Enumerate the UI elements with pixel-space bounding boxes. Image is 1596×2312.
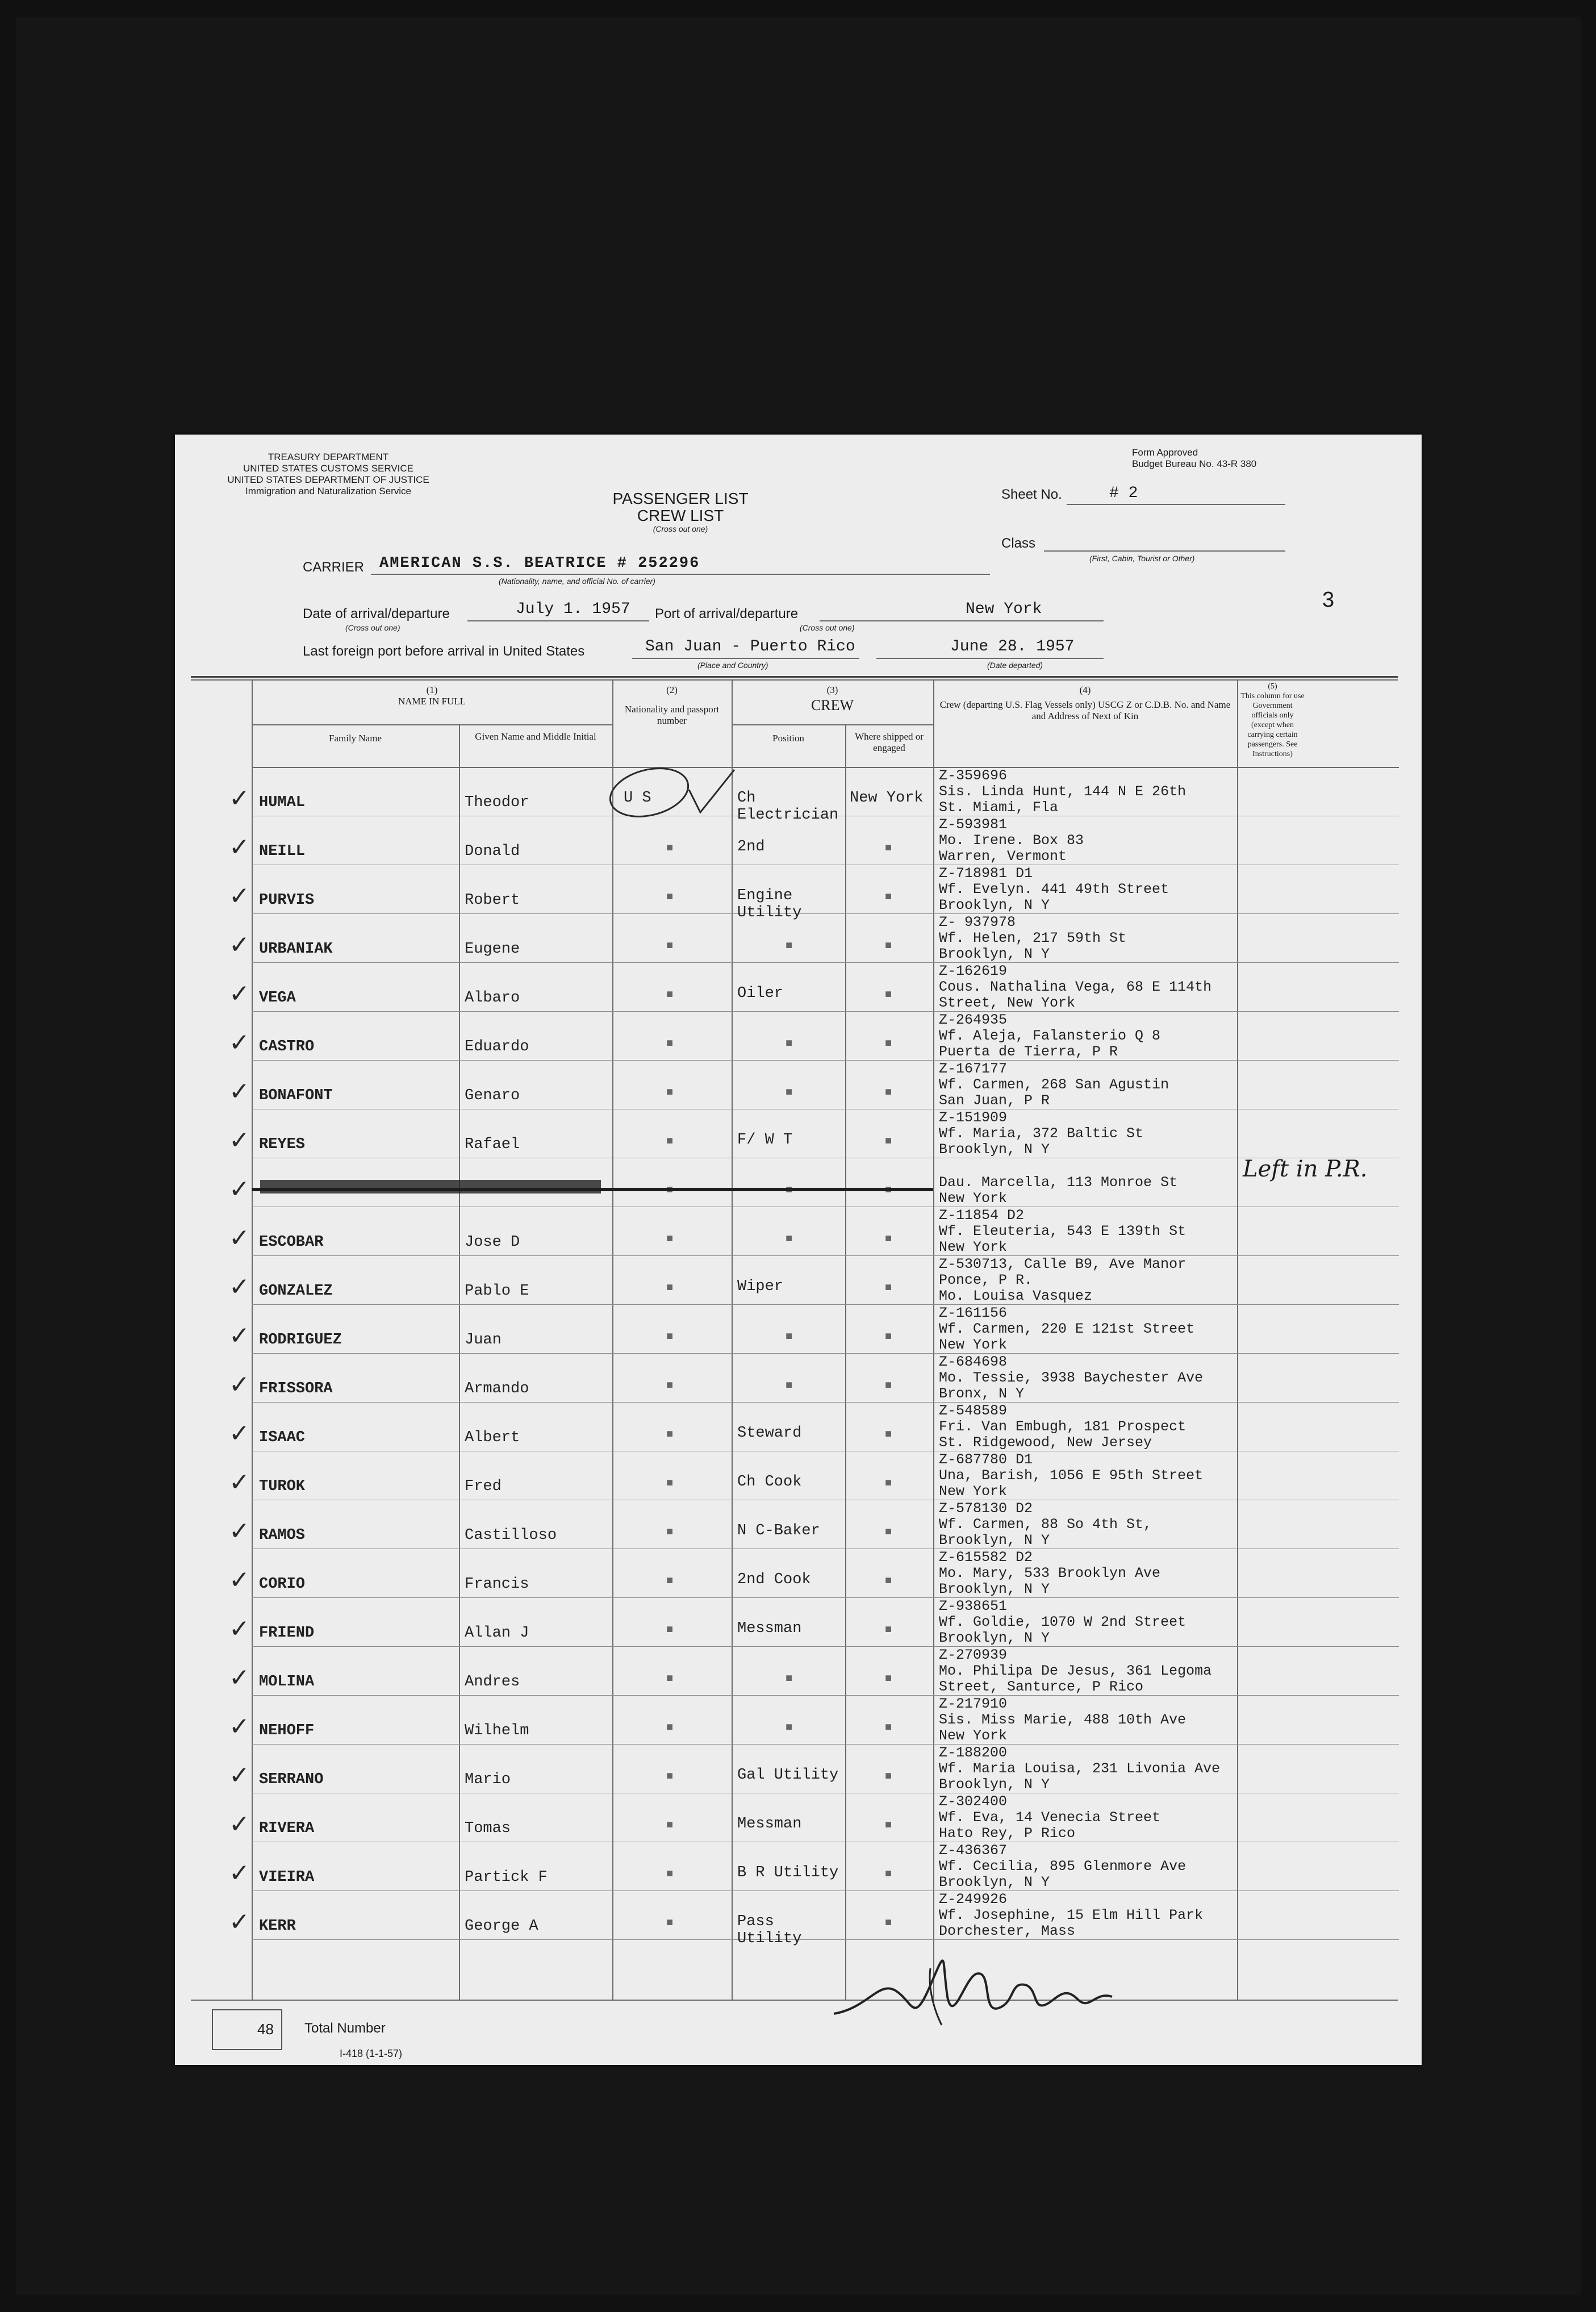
checkmark-icon: ✓ (229, 1761, 250, 1790)
checkmark-icon: ✓ (229, 1077, 250, 1106)
ditto-mark: ■ (885, 1476, 892, 1489)
ditto-mark: ■ (885, 988, 892, 1000)
position-cell: N C-Baker (737, 1522, 820, 1539)
carrier-underline (371, 574, 990, 575)
next-of-kin-line: Wf. Helen, 217 59th St (939, 930, 1127, 946)
row-rule (252, 962, 1399, 963)
next-of-kin-line: Fri. Van Embugh, 181 Prospect (939, 1419, 1186, 1435)
col1-heading (252, 685, 612, 707)
next-of-kin-line: Street, Santurce, P Rico (939, 1679, 1144, 1695)
next-of-kin-line: Wf. Aleja, Falansterio Q 8 (939, 1028, 1161, 1044)
checkmark-icon: ✓ (229, 1419, 250, 1448)
next-of-kin-line: Hato Rey, P Rico (939, 1826, 1076, 1842)
position-cell: Ch Cook (737, 1474, 802, 1491)
family-name-cell: PURVIS (259, 892, 315, 909)
col5-title: This column for use Government officials only (except when carrying certain passengers. See Instructions) (1240, 692, 1305, 758)
col2-heading (612, 685, 732, 727)
given-name-cell: Andres (465, 1674, 520, 1691)
date-hint: (Cross out one) (345, 623, 400, 632)
next-of-kin-line: Z-718981 D1 (939, 866, 1033, 882)
col5-heading (1240, 682, 1305, 759)
given-name-cell: Allan J (465, 1625, 529, 1642)
checkmark-icon: ✓ (229, 882, 250, 911)
checkmark-icon: ✓ (229, 1614, 250, 1643)
ditto-mark: ■ (885, 1770, 892, 1782)
next-of-kin-line: Z-167177 (939, 1061, 1008, 1077)
ditto-mark: ■ (666, 1428, 674, 1440)
ditto-mark: ■ (666, 1916, 674, 1929)
col3-number: (3) (826, 685, 838, 695)
ditto-mark: ■ (666, 1818, 674, 1831)
next-of-kin-line: St. Miami, Fla (939, 800, 1059, 816)
carrier-hint: (Nationality, name, and official No. of carrier) (499, 577, 655, 586)
table-top-rule (191, 676, 1398, 678)
ditto-mark: ■ (666, 890, 674, 903)
checkmark-icon: ✓ (229, 1321, 250, 1350)
agency-line: UNITED STATES CUSTOMS SERVICE (243, 463, 414, 474)
next-of-kin-line: Wf. Cecilia, 895 Glenmore Ave (939, 1859, 1186, 1875)
next-of-kin-line: Wf. Josephine, 15 Elm Hill Park (939, 1908, 1204, 1923)
ditto-mark: ■ (885, 1721, 892, 1733)
checkmark-icon: ✓ (229, 1175, 250, 1204)
given-name-cell: Theodor (465, 794, 529, 811)
family-name-cell: NEILL (259, 843, 306, 860)
next-of-kin-line: Brooklyn, N Y (939, 946, 1050, 962)
next-of-kin-line: Wf. Carmen, 268 San Agustin (939, 1077, 1169, 1093)
col-rule (845, 724, 846, 2000)
given-name-cell: Albert (465, 1429, 520, 1446)
ditto-mark: ■ (885, 1428, 892, 1440)
ditto-mark: ■ (666, 841, 674, 854)
family-name-cell: VEGA (259, 990, 296, 1007)
ditto-mark: ■ (885, 1916, 892, 1929)
given-name-cell: Juan (465, 1332, 502, 1349)
last-port-hint: (Place and Country) (697, 661, 768, 670)
passenger-list-title: PASSENGER LIST (612, 490, 749, 507)
sheet-label: Sheet No. (1001, 487, 1062, 502)
given-name-cell: Castilloso (465, 1527, 557, 1544)
ditto-mark: ■ (885, 1672, 892, 1684)
position-cell: Wiper (737, 1278, 784, 1295)
date-underline (467, 620, 649, 621)
given-name-cell: Jose D (465, 1234, 520, 1251)
ditto-mark: ■ (885, 1525, 892, 1538)
form-approval (1132, 447, 1291, 470)
ditto-mark: ■ (885, 1623, 892, 1635)
agency-line: TREASURY DEPARTMENT (268, 452, 389, 462)
next-of-kin-line: Brooklyn, N Y (939, 1630, 1050, 1646)
next-of-kin-line: Wf. Maria, 372 Baltic St (939, 1126, 1144, 1142)
checkmark-icon: ✓ (229, 1908, 250, 1937)
ditto-mark: ■ (666, 1672, 674, 1684)
col-rule (459, 724, 460, 2000)
next-of-kin-line: Bronx, N Y (939, 1386, 1025, 1402)
agency-header (198, 452, 459, 497)
last-port-underline (632, 658, 859, 659)
next-of-kin-line: Z-249926 (939, 1892, 1008, 1908)
table-bottom-rule (191, 2000, 1398, 2001)
given-name-cell: Mario (465, 1771, 511, 1788)
family-name-cell: VIEIRA (259, 1869, 315, 1886)
ditto-mark: ■ (786, 1330, 793, 1342)
port-label: Port of arrival/departure (655, 606, 799, 621)
class-underline (1044, 550, 1285, 552)
given-name-heading: Given Name and Middle Initial (475, 731, 596, 742)
col-rule (1237, 679, 1238, 2000)
position-cell: 2nd Cook (737, 1571, 811, 1588)
checkmark-icon: ✓ (229, 1272, 250, 1301)
form-number: I-418 (1-1-57) (340, 2048, 403, 2059)
next-of-kin-line: New York (939, 1728, 1008, 1744)
crew-list-form (175, 435, 1422, 2065)
agency-line: UNITED STATES DEPARTMENT OF JUSTICE (227, 474, 429, 485)
row-rule (252, 1402, 1399, 1403)
family-name-cell: SERRANO (259, 1771, 324, 1788)
ditto-mark: ■ (786, 1086, 793, 1098)
col-rule (933, 679, 934, 2000)
port-value: New York (966, 600, 1042, 618)
next-of-kin-line: Z-436367 (939, 1843, 1008, 1859)
sheet-value: # 2 (1109, 485, 1138, 502)
family-name-cell: NEHOFF (259, 1722, 315, 1739)
ditto-mark: ■ (666, 1037, 674, 1049)
ditto-mark: ■ (885, 1574, 892, 1587)
checkmark-icon: ✓ (229, 1126, 250, 1155)
next-of-kin-line: Z-217910 (939, 1696, 1008, 1712)
ditto-mark: ■ (666, 1232, 674, 1245)
position-cell: Ch Electrician (737, 790, 839, 824)
next-of-kin-line: Z-188200 (939, 1745, 1008, 1761)
next-of-kin-line: Z-615582 D2 (939, 1550, 1033, 1566)
family-name-cell: ESCOBAR (259, 1234, 324, 1251)
handwritten-annotation: Left in P.R. (1243, 1156, 1368, 1182)
ditto-mark: ■ (885, 1818, 892, 1831)
family-name-cell: TUROK (259, 1478, 306, 1495)
family-name-cell: KERR (259, 1918, 296, 1935)
next-of-kin-line: Z-359696 (939, 768, 1008, 784)
ditto-mark: ■ (666, 1379, 674, 1391)
position-cell: Gal Utility (737, 1767, 839, 1784)
row-rule (252, 1060, 1399, 1061)
next-of-kin-line: Brooklyn, N Y (939, 1875, 1050, 1891)
family-name-cell: FRIEND (259, 1625, 315, 1642)
next-of-kin-line: Z-162619 (939, 963, 1008, 979)
given-name-cell: Eugene (465, 941, 520, 958)
ditto-mark: ■ (885, 1281, 892, 1293)
family-name-cell: FRISSORA (259, 1380, 333, 1397)
col4-number: (4) (1079, 685, 1091, 695)
col3-heading (732, 685, 933, 715)
given-name-cell: Armando (465, 1380, 529, 1397)
next-of-kin-line: Mo. Irene. Box 83 (939, 833, 1084, 849)
shipped-cell: New York (850, 790, 924, 807)
next-of-kin-line: New York (939, 1337, 1008, 1353)
ditto-mark: ■ (885, 1232, 892, 1245)
next-of-kin-line: Z-264935 (939, 1012, 1008, 1028)
next-of-kin-line: Z-530713, Calle B9, Ave Manor (939, 1257, 1186, 1272)
col-rule (732, 679, 733, 2000)
col2-number: (2) (666, 685, 678, 695)
ditto-mark: ■ (885, 939, 892, 951)
position-cell: Steward (737, 1425, 802, 1442)
next-of-kin-line: Brooklyn, N Y (939, 1777, 1050, 1793)
position-cell: B R Utility (737, 1864, 839, 1881)
row-rule (252, 1695, 1399, 1696)
checkmark-icon: ✓ (229, 979, 250, 1008)
next-of-kin-line: Dorchester, Mass (939, 1923, 1076, 1939)
next-of-kin-line: New York (939, 1191, 1008, 1207)
family-name-cell: CASTRO (259, 1038, 315, 1055)
position-cell: Oiler (737, 985, 784, 1002)
ditto-mark: ■ (786, 1672, 793, 1684)
family-name-cell: RAMOS (259, 1527, 306, 1544)
table-top-rule (191, 679, 1398, 681)
ditto-mark: ■ (666, 1623, 674, 1635)
total-label: Total Number (304, 2021, 386, 2036)
departed-hint: (Date departed) (987, 661, 1043, 670)
ditto-mark: ■ (666, 1281, 674, 1293)
ditto-mark: ■ (885, 1867, 892, 1880)
checkmark-icon: ✓ (229, 784, 250, 813)
given-name-cell: Fred (465, 1478, 502, 1495)
next-of-kin-line: Z-151909 (939, 1110, 1008, 1126)
ditto-mark: ■ (666, 1134, 674, 1147)
redacted-name-block (260, 1180, 601, 1193)
page-mark: 3 (1322, 588, 1335, 612)
given-name-cell: Rafael (465, 1136, 520, 1153)
checkmark-icon: ✓ (229, 833, 250, 862)
family-name-cell: MOLINA (259, 1674, 315, 1691)
next-of-kin-line: Z-161156 (939, 1305, 1008, 1321)
ditto-mark: ■ (666, 1525, 674, 1538)
ditto-mark: ■ (885, 1037, 892, 1049)
port-hint: (Cross out one) (800, 623, 855, 632)
next-of-kin-line: Brooklyn, N Y (939, 1581, 1050, 1597)
next-of-kin-line: Wf. Eleuteria, 543 E 139th St (939, 1224, 1186, 1240)
nationality-cell: U S (624, 790, 651, 807)
given-name-cell: Donald (465, 843, 520, 860)
col5-number: (5) (1268, 682, 1277, 691)
departed-value: June 28. 1957 (950, 638, 1075, 656)
ditto-mark: ■ (666, 1721, 674, 1733)
family-name-cell: CORIO (259, 1576, 306, 1593)
col1-number: (1) (426, 685, 438, 695)
checkmark-icon: ✓ (229, 1224, 250, 1253)
date-value: July 1. 1957 (516, 600, 630, 618)
ditto-mark: ■ (666, 988, 674, 1000)
checkmark-icon: ✓ (229, 1468, 250, 1497)
next-of-kin-line: Street, New York (939, 995, 1076, 1011)
name-header-rule (252, 724, 612, 725)
last-port-value: San Juan - Puerto Rico (645, 638, 855, 656)
next-of-kin-line: Warren, Vermont (939, 849, 1067, 865)
position-cell: Messman (737, 1620, 802, 1637)
departed-underline (876, 658, 1104, 659)
given-name-cell: Eduardo (465, 1038, 529, 1055)
row-rule (252, 1255, 1399, 1256)
next-of-kin-line: Mo. Mary, 533 Brooklyn Ave (939, 1566, 1161, 1581)
ditto-mark: ■ (786, 1379, 793, 1391)
ditto-mark: ■ (885, 841, 892, 854)
next-of-kin-line: Sis. Miss Marie, 488 10th Ave (939, 1712, 1186, 1728)
col1-title: NAME IN FULL (398, 696, 466, 707)
next-of-kin-line: Cous. Nathalina Vega, 68 E 114th (939, 979, 1212, 995)
next-of-kin-line: Z-578130 D2 (939, 1501, 1033, 1517)
col4-title: Crew (departing U.S. Flag Vessels only) USCG Z or C.D.B. No. and Name and Address of Next of Kin (939, 699, 1231, 721)
next-of-kin-line: Brooklyn, N Y (939, 1142, 1050, 1158)
family-name-cell: RIVERA (259, 1820, 315, 1837)
next-of-kin-line: Z- 937978 (939, 915, 1016, 930)
position-heading: Position (772, 733, 804, 744)
next-of-kin-line: New York (939, 1240, 1008, 1255)
ditto-mark: ■ (885, 1086, 892, 1098)
class-hint: (First, Cabin, Tourist or Other) (1089, 554, 1195, 563)
family-name-cell: HUMAL (259, 794, 306, 811)
approval-line: Form Approved (1132, 447, 1198, 458)
signature (828, 1946, 1123, 2031)
checkmark-icon: ✓ (229, 1566, 250, 1595)
checkmark-icon: ✓ (229, 1712, 250, 1741)
row-rule (252, 1646, 1399, 1647)
port-underline (820, 620, 1104, 621)
given-name-cell: Robert (465, 892, 520, 909)
crew-list-title: CREW LIST (637, 507, 724, 524)
family-name-cell: URBANIAK (259, 941, 333, 958)
position-cell: Messman (737, 1816, 802, 1833)
family-name-cell: RODRIGUEZ (259, 1332, 342, 1349)
next-of-kin-line: Z-302400 (939, 1794, 1008, 1810)
next-of-kin-line: Wf. Eva, 14 Venecia Street (939, 1810, 1161, 1826)
ditto-mark: ■ (786, 1721, 793, 1733)
row-rule (252, 1011, 1399, 1012)
carrier-label: CARRIER (303, 560, 365, 575)
ditto-mark: ■ (786, 939, 793, 951)
next-of-kin-line: Una, Barish, 1056 E 95th Street (939, 1468, 1204, 1484)
date-label: Date of arrival/departure (303, 606, 450, 621)
checkmark-icon: ✓ (229, 1859, 250, 1888)
given-name-cell: Partick F (465, 1869, 548, 1886)
given-name-cell: Wilhelm (465, 1722, 529, 1739)
given-name-cell: Genaro (465, 1087, 520, 1104)
given-name-cell: Albaro (465, 990, 520, 1007)
next-of-kin-line: Sis. Linda Hunt, 144 N E 26th (939, 784, 1186, 800)
col4-heading (939, 685, 1231, 722)
checkmark-icon: ✓ (229, 1517, 250, 1546)
col-rule (612, 679, 613, 2000)
row-rule (252, 1744, 1399, 1745)
checkmark-icon: ✓ (229, 1370, 250, 1399)
ditto-mark: ■ (885, 890, 892, 903)
col-rule (252, 679, 253, 2000)
carrier-value: AMERICAN S.S. BEATRICE # 252296 (379, 555, 700, 572)
next-of-kin-line: Mo. Louisa Vasquez (939, 1288, 1093, 1304)
ditto-mark: ■ (885, 1330, 892, 1342)
next-of-kin-line: Wf. Carmen, 220 E 121st Street (939, 1321, 1195, 1337)
next-of-kin-line: Z-11854 D2 (939, 1208, 1025, 1224)
family-name-cell: ISAAC (259, 1429, 306, 1446)
next-of-kin-line: Z-593981 (939, 817, 1008, 833)
next-of-kin-line: Z-938651 (939, 1599, 1008, 1614)
family-name-cell: GONZALEZ (259, 1283, 333, 1300)
class-label: Class (1001, 536, 1036, 551)
agency-line: Immigration and Naturalization Service (245, 486, 411, 496)
title-hint: (Cross out one) (653, 524, 708, 533)
given-name-cell: George A (465, 1918, 538, 1935)
checkmark-icon: ✓ (229, 1810, 250, 1839)
ditto-mark: ■ (786, 1232, 793, 1245)
ditto-mark: ■ (885, 1379, 892, 1391)
next-of-kin-line: Dau. Marcella, 113 Monroe St (939, 1175, 1178, 1191)
next-of-kin-line: Wf. Maria Louisa, 231 Livonia Ave (939, 1761, 1221, 1777)
next-of-kin-line: Wf. Carmen, 88 So 4th St, (939, 1517, 1152, 1533)
ditto-mark: ■ (666, 1476, 674, 1489)
position-cell: F/ W T (737, 1132, 793, 1149)
next-of-kin-line: Wf. Evelyn. 441 49th Street (939, 882, 1169, 898)
next-of-kin-line: Brooklyn, N Y (939, 1533, 1050, 1549)
given-name-cell: Francis (465, 1576, 529, 1593)
approval-line: Budget Bureau No. 43-R 380 (1132, 458, 1257, 469)
row-rule (252, 1353, 1399, 1354)
checkmark-icon: ✓ (229, 930, 250, 959)
next-of-kin-line: Mo. Tessie, 3938 Baychester Ave (939, 1370, 1204, 1386)
last-port-label: Last foreign port before arrival in United States (303, 644, 585, 659)
ditto-mark: ■ (666, 1770, 674, 1782)
next-of-kin-line: San Juan, P R (939, 1093, 1050, 1109)
family-name-cell: REYES (259, 1136, 306, 1153)
next-of-kin-line: Z-270939 (939, 1647, 1008, 1663)
shipped-heading: Where shipped or engaged (855, 731, 924, 753)
next-of-kin-line: Brooklyn, N Y (939, 898, 1050, 913)
row-rule (252, 1304, 1399, 1305)
family-name-heading: Family Name (328, 733, 382, 744)
total-value: 48 (257, 2021, 274, 2038)
col3-title: CREW (810, 697, 854, 713)
row-rule (252, 1597, 1399, 1598)
next-of-kin-line: Z-684698 (939, 1354, 1008, 1370)
sheet-underline (1067, 504, 1285, 505)
position-cell: Pass Utility (737, 1913, 802, 1947)
next-of-kin-line: St. Ridgewood, New Jersey (939, 1435, 1152, 1451)
handwritten-circle-mark (604, 758, 751, 821)
form-title (550, 490, 811, 533)
ditto-mark: ■ (666, 1867, 674, 1880)
given-name-cell: Pablo E (465, 1283, 529, 1300)
next-of-kin-line: Z-687780 D1 (939, 1452, 1033, 1468)
next-of-kin-line: Mo. Philipa De Jesus, 361 Legoma (939, 1663, 1212, 1679)
given-name-cell: Tomas (465, 1820, 511, 1837)
family-name-cell: BONAFONT (259, 1087, 333, 1104)
ditto-mark: ■ (666, 1574, 674, 1587)
checkmark-icon: ✓ (229, 1028, 250, 1057)
position-cell: Engine Utility (737, 887, 802, 921)
next-of-kin-line: Ponce, P R. (939, 1272, 1033, 1288)
col2-title: Nationality and passport number (624, 704, 720, 726)
ditto-mark: ■ (666, 1086, 674, 1098)
crew-header-rule (732, 724, 933, 725)
ditto-mark: ■ (666, 939, 674, 951)
next-of-kin-line: New York (939, 1484, 1008, 1500)
position-cell: 2nd (737, 838, 765, 855)
ditto-mark: ■ (786, 1037, 793, 1049)
next-of-kin-line: Puerta de Tierra, P R (939, 1044, 1118, 1060)
checkmark-icon: ✓ (229, 1663, 250, 1692)
ditto-mark: ■ (666, 1330, 674, 1342)
ditto-mark: ■ (885, 1134, 892, 1147)
next-of-kin-line: Z-548589 (939, 1403, 1008, 1419)
next-of-kin-line: Wf. Goldie, 1070 W 2nd Street (939, 1614, 1186, 1630)
